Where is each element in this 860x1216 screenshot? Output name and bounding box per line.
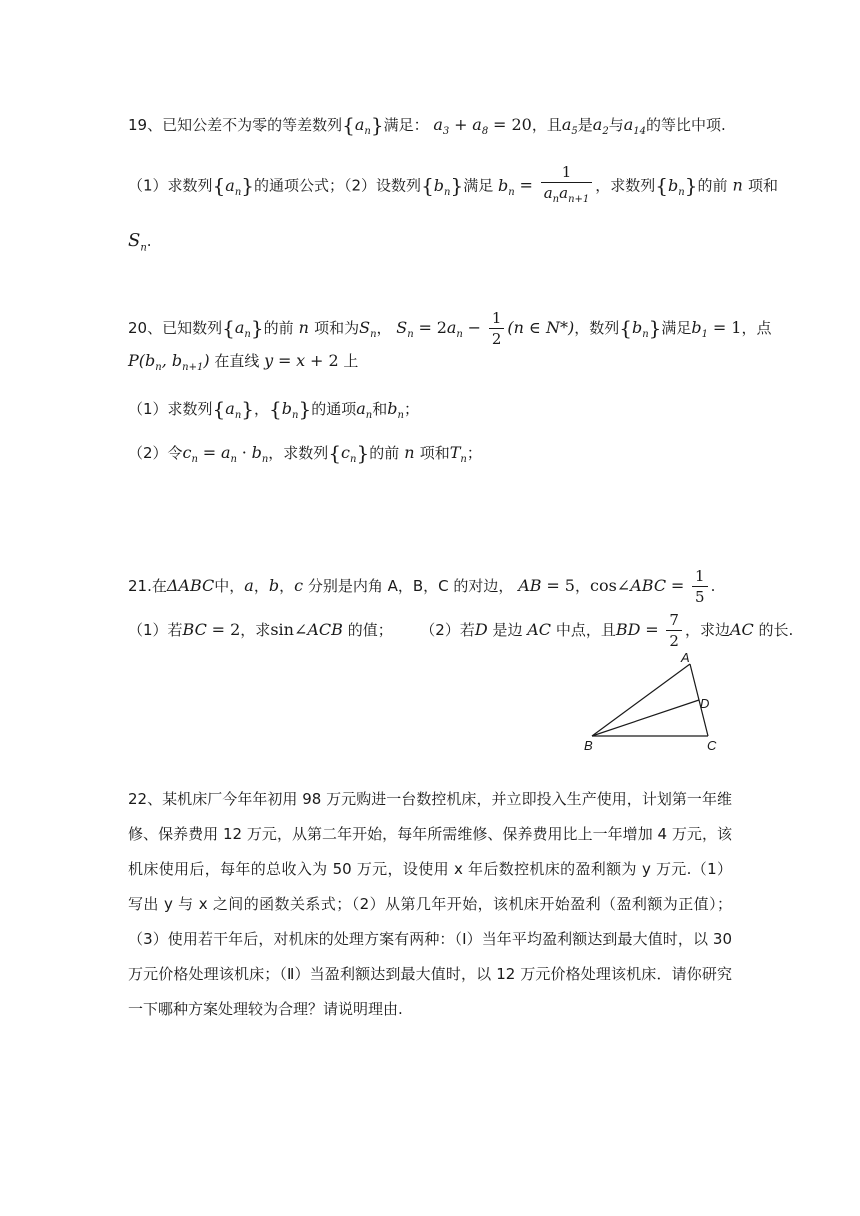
- q21-fraction-1: $\frac{1}{5}$: [692, 566, 708, 607]
- point-label-d: D: [700, 696, 710, 711]
- q22-paragraph: 22、某机床厂今年年初用 98 万元购进一台数控机床，并立即投入生产使用，计划第一年维修、保养费用 12 万元，从第二年开始，每年所需维修、保养费用比上一年增加 4 万元，该机床使用后，每年的总收入为 50 万元，设使用 x 年后数控机床的盈利额为 y 万元.（1）写出 y 与 x 之间的函数关系式；（2）从第几年开始，该机床开始盈利（盈利额为正值）；（3）使用若干年后，对机床的处理方案有两种：（Ⅰ）当年平均盈利额达到最大值时，以 30 万元价格处理该机床；（Ⅱ）当盈利额达到最大值时，以 12 万元价格处理该机床．请你研究一下哪种方案处理较为合理？请说明理由.: [128, 790, 732, 1018]
- q21-fraction-2: $\frac{7}{2}$: [666, 610, 682, 651]
- vertex-label-c: C: [707, 738, 717, 753]
- vertex-label-b: B: [584, 738, 593, 753]
- q20-line2: $P(b_n$, $b_{n+1}$) 在直线 y = x + 2 上: [128, 351, 359, 374]
- q19-line1: 19、已知公差不为零的等差数列$\{a_n\}$满足： $a_3 + a_8 = 20$，且$a_5$是$a_2$与$a_{14}$的等比中项.: [128, 113, 726, 138]
- q21-line1: 21.在ΔABC中，a，b，c 分别是内角 A，B，C 的对边， AB = 5，cos∠ABC = $\frac{1}{5}$ .: [128, 567, 716, 606]
- q19-line3: $S_n$.: [128, 230, 152, 254]
- q20-line4: （2）令$c_n = a_n \cdot b_n$，求数列$\{c_n\}$的前 n 项和$T_n$；: [128, 441, 482, 466]
- q20-line1: 20、已知数列$\{a_n\}$的前 n 项和为$S_n$， $S_n = 2a_n$ − $\frac{1}{2}$ (n ∈ N*)，数列$\{b_n\}$满足$b_1 = 1$，点: [128, 309, 772, 348]
- q20-line3: （1）求数列$\{a_n\}$，$\{b_n\}$的通项$a_n$和$b_n$；: [128, 397, 419, 422]
- q19-line2: （1）求数列$\{a_n\}$的通项公式；（2）设数列$\{b_n\}$满足 $b_n$ = $\frac{1}{a_na_{n+1}}$ ，求数列$\{b_n\}$的前 n 项和: [128, 162, 778, 210]
- vertex-label-a: A: [681, 650, 690, 665]
- q21-line2: （1）若BC = 2，求sin∠ACB 的值； （2）若D 是边 AC 中点，且BD = $\frac{7}{2}$ ，求边AC 的长.: [128, 611, 794, 650]
- q19-fraction: $\frac{1}{a_na_{n+1}}$: [541, 162, 593, 210]
- q20-fraction: $\frac{1}{2}$: [489, 308, 505, 349]
- triangle-figure: [578, 650, 728, 760]
